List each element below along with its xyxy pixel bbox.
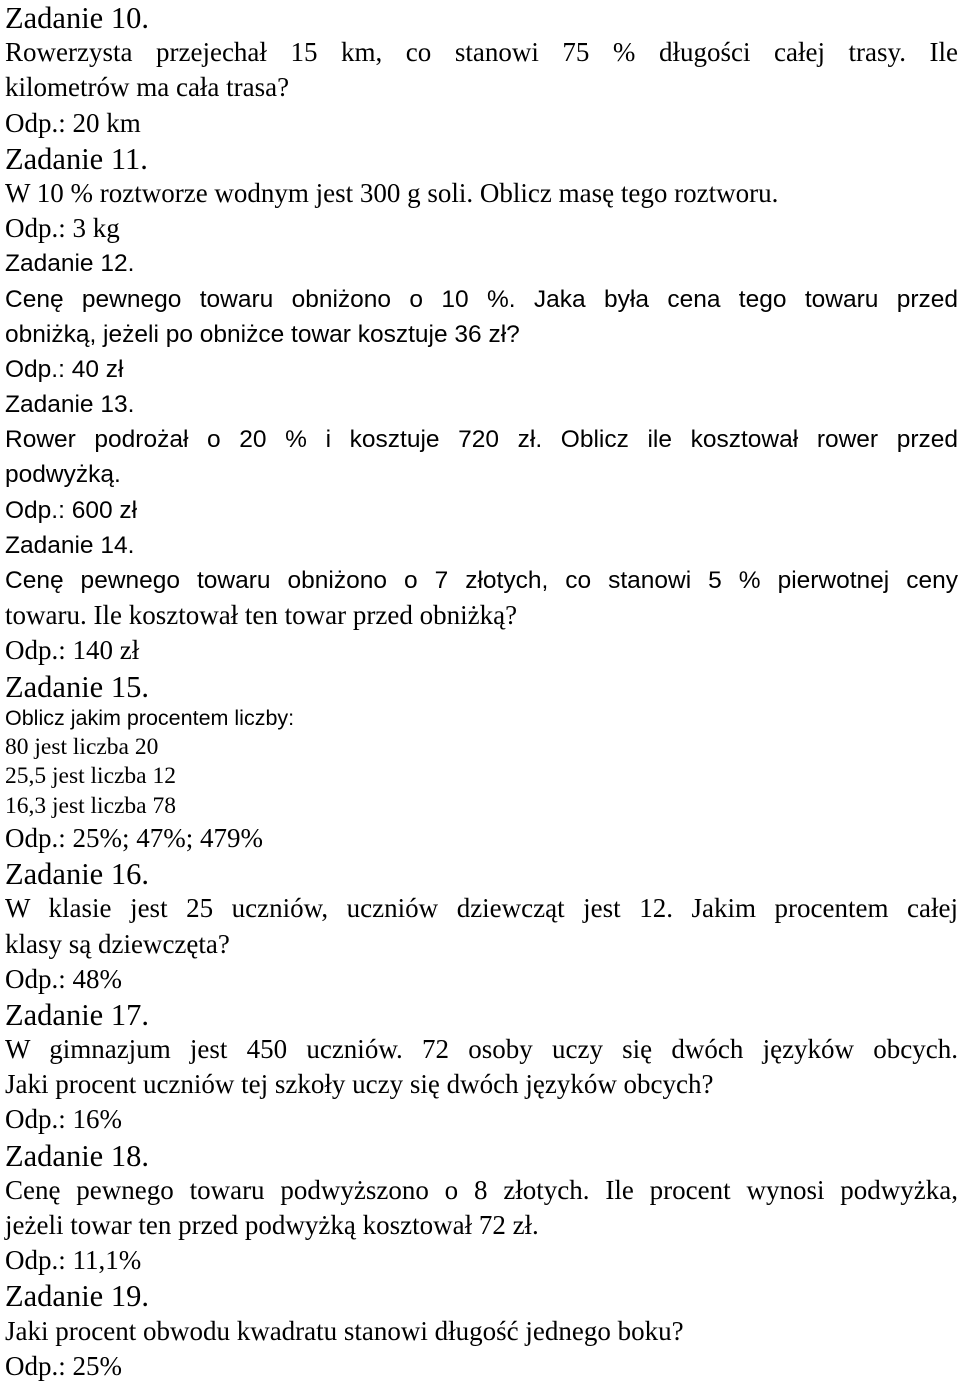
task-text-line: Jaki procent obwodu kwadratu stanowi długość jednego boku? [5,1315,684,1346]
task-title: Zadanie 15. [5,669,149,704]
task-16 [5,856,958,997]
task-text-line: 25,5 jest liczba 12 [5,763,176,790]
task-answer: Odp.: 11,1% [5,1245,142,1276]
task-text-line: obniżką, jeżeli po obniżce towar kosztuje 36 zł? [5,320,520,348]
task-title: Zadanie 17. [5,997,149,1032]
task-14 [5,528,958,669]
task-title: Zadanie 10. [5,1,149,35]
worksheet [5,0,958,1384]
task-title: Zadanie 16. [5,857,149,892]
task-10 [5,0,958,141]
task-title: Zadanie 11. [5,141,148,176]
task-12 [5,246,958,387]
task-text-line: W klasie jest 25 uczniów, uczniów dziewcząt jest 12. Jakim procentem całej [5,893,958,924]
task-answer: Odp.: 20 km [5,107,141,138]
task-title: Zadanie 12. [5,250,135,278]
task-answer: Odp.: 600 zł [5,496,138,524]
task-text-line: Rower podrożał o 20 % i kosztuje 720 zł. Oblicz ile kosztował rower przed [5,426,958,454]
task-text-line: Jaki procent uczniów tej szkoły uczy się dwóch języków obcych? [5,1069,714,1100]
task-answer: Odp.: 25%; 47%; 479% [5,822,263,853]
task-13 [5,387,958,528]
task-answer: Odp.: 16% [5,1104,122,1135]
task-11 [5,141,958,247]
task-title: Zadanie 18. [5,1138,149,1173]
task-text-line: podwyżką. [5,461,121,489]
task-text-line: Cenę pewnego towaru obniżono o 10 %. Jaka była cena tego towaru przed [5,285,958,313]
task-text-line: jeżeli towar ten przed podwyżką kosztował 72 zł. [5,1210,539,1240]
task-answer: Odp.: 140 zł [5,635,140,666]
task-answer: Odp.: 40 zł [5,355,124,383]
task-text-line: towaru. Ile kosztował ten towar przed obniżką? [5,600,518,631]
task-text-line: 80 jest liczba 20 [5,734,159,761]
task-answer: Odp.: 3 kg [5,213,120,244]
task-title: Zadanie 19. [5,1279,149,1314]
task-18 [5,1138,958,1279]
task-text-line: Oblicz jakim procentem liczby: [5,705,295,730]
task-17 [5,997,958,1138]
task-text-line: Cenę pewnego towaru podwyższono o 8 złotych. Ile procent wynosi podwyżka, [5,1174,958,1205]
task-text-line: 16,3 jest liczba 78 [5,792,176,819]
task-text-line: W 10 % roztworze wodnym jest 300 g soli. Oblicz masę tego roztworu. [5,177,779,208]
task-title: Zadanie 13. [5,391,135,419]
task-text-line: klasy są dziewczęta? [5,928,230,959]
task-15 [5,669,958,857]
task-text-line: W gimnazjum jest 450 uczniów. 72 osoby uczy się dwóch języków obcych. [5,1034,958,1065]
task-text-line: Cenę pewnego towaru obniżono o 7 złotych, co stanowi 5 % pierwotnej ceny [5,567,958,594]
task-answer: Odp.: 25% [5,1350,122,1381]
task-answer: Odp.: 48% [5,963,122,994]
task-text-line: Rowerzysta przejechał 15 km, co stanowi 75 % długości całej trasy. Ile [5,37,958,68]
task-title: Zadanie 14. [5,531,135,559]
task-text-line: kilometrów ma cała trasa? [5,72,290,103]
task-19 [5,1278,958,1384]
